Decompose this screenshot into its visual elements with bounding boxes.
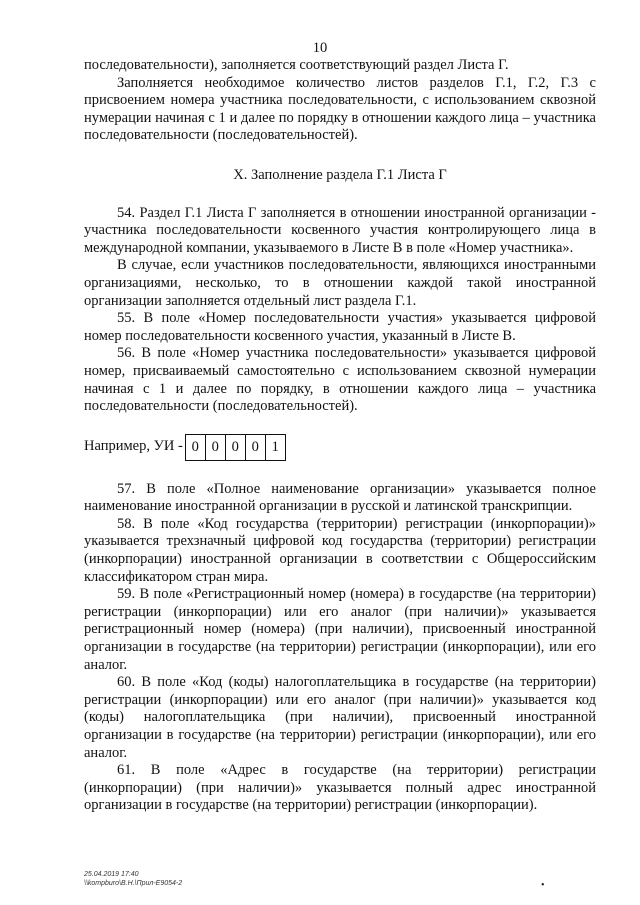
paragraph-54-case: В случае, если участников последовательности, являющихся иностранными организациями, несколько, то в отношении каждой такой иностранной организации заполняется отдельный лист раздела Г.1.: [84, 257, 596, 309]
footer-stamp: [84, 870, 182, 888]
footer-timestamp: 25.04.2019 17:40: [84, 871, 139, 878]
section-heading: X. Заполнение раздела Г.1 Листа Г: [233, 166, 447, 183]
paragraph-58: 58. В поле «Код государства (территории) регистрации (инкорпорации)» указывается трехзначный цифровой код государства (территории) регистрации (инкорпорации) иностранной организации в соответствии с Общероссийским классификатором стран мира.: [84, 515, 596, 585]
footer-file-path: \\kompburo\В.Н.\Прил-Е9054-2: [84, 880, 183, 887]
paragraph-sheets: Заполняется необходимое количество листов разделов Г.1, Г.2, Г.3 с присвоением номера участника последовательности, с использованием сквозной нумерации начиная с 1 и далее по порядку в отношении каждого лица – участника последовательности (последовательностей).: [84, 74, 596, 144]
paragraph-57: 57. В поле «Полное наименование организации» указывается полное наименование иностранной организации в русской и латинской транскрипции.: [84, 480, 596, 515]
example-digit-boxes: [185, 434, 286, 461]
paragraph-59: 59. В поле «Регистрационный номер (номера) в государстве (на территории) регистрации (инкорпорации) или его аналог (при наличии)» указывается регистрационный номер (номера) (при наличии), присвоенный иностранной организации в государстве (на территории) регистрации (инкорпорации), или его аналог.: [84, 586, 596, 673]
example-code: [84, 434, 596, 461]
scan-mark: •: [541, 880, 545, 891]
paragraph-60: 60. В поле «Код (коды) налогоплательщика в государстве (на территории) регистрации (инкорпорации) или его аналог (при наличии)» указывается код (коды) налогоплательщика (при наличии), присвоенный иностранной организации в государстве (на территории) регистрации (инкорпорации), или его аналог.: [84, 674, 596, 761]
paragraph-continuation: последовательности), заполняется соответствующий раздел Листа Г.: [84, 57, 509, 73]
paragraph-56: 56. В поле «Номер участника последовательности» указывается цифровой номер, присваиваемый самостоятельно с использованием сквозной нумерации начиная с 1 и далее по порядку, в отношении каждого лица – участника последовательности (последовательностей).: [84, 345, 596, 415]
paragraph-54: 54. Раздел Г.1 Листа Г заполняется в отношении иностранной организации - участника последовательности косвенного участия контролирующего лица в международной компании, указываемого в Листе В в поле «Номер участника».: [84, 204, 596, 256]
digit-box: 1: [265, 434, 286, 461]
digit-box: 0: [245, 434, 266, 461]
digit-box: 0: [225, 434, 246, 461]
page-number: 10: [312, 40, 328, 56]
paragraph-55: 55. В поле «Номер последовательности участия» указывается цифровой номер последовательности косвенного участия, указанный в Листе В.: [84, 310, 596, 344]
digit-box: 0: [205, 434, 226, 461]
paragraph-61: 61. В поле «Адрес в государстве (на территории) регистрации (инкорпорации) (при наличии)» указывается полный адрес иностранной организации в государстве (на территории) регистрации (инкорпорации).: [84, 762, 596, 814]
example-label: Например, УИ -: [84, 438, 183, 455]
digit-box: 0: [185, 434, 206, 461]
document-body: [84, 57, 596, 815]
